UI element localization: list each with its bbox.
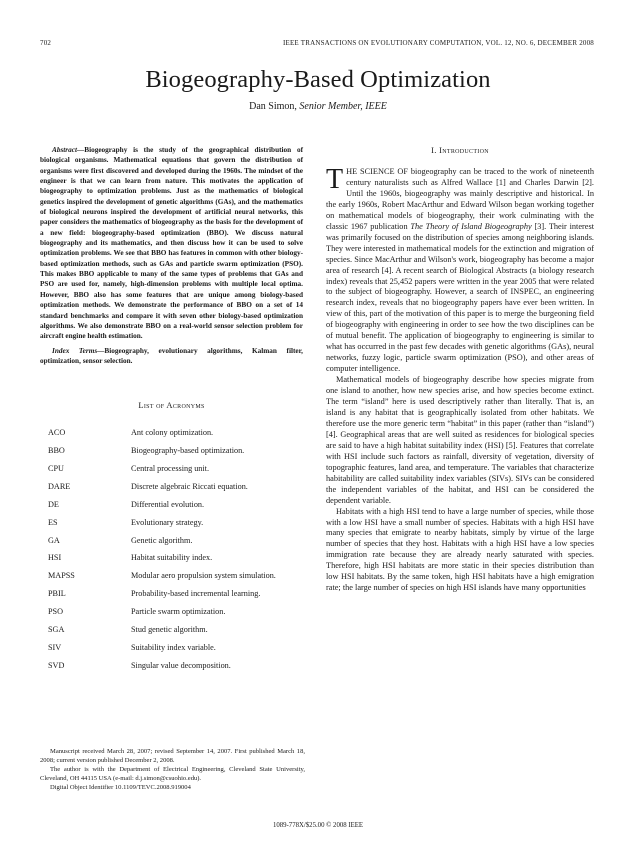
acronym-abbr: PSO bbox=[48, 607, 64, 617]
page-number: 702 bbox=[40, 39, 52, 47]
abstract bbox=[40, 145, 303, 342]
acronym-meaning: Particle swarm optimization. bbox=[131, 607, 226, 617]
acronym-row bbox=[40, 589, 303, 607]
acronym-row bbox=[40, 464, 303, 482]
acronym-row bbox=[40, 482, 303, 500]
acronym-abbr: DE bbox=[48, 499, 59, 509]
acronym-row bbox=[40, 571, 303, 589]
acronym-meaning: Probability-based incremental learning. bbox=[131, 589, 261, 599]
author-line bbox=[0, 101, 636, 112]
acronyms-table bbox=[40, 428, 303, 678]
index-terms-lead: Index Terms bbox=[52, 346, 98, 355]
section-number: I. bbox=[431, 145, 437, 155]
acronym-meaning: Habitat suitability index. bbox=[131, 553, 213, 563]
acronym-abbr: PBIL bbox=[48, 589, 66, 599]
acronym-meaning: Evolutionary strategy. bbox=[131, 517, 204, 527]
footnote-affiliation: The author is with the Department of Electrical Engineering, Cleveland State University, Cleveland, OH 44115 USA (e-mail: d.j.simon@csuohio.edu). bbox=[40, 766, 305, 782]
acronym-abbr: MAPSS bbox=[48, 571, 75, 581]
acronym-meaning: Discrete algebraic Riccati equation. bbox=[131, 481, 248, 491]
acronym-row bbox=[40, 428, 303, 446]
section-title: Introduction bbox=[439, 145, 489, 155]
acronym-row bbox=[40, 607, 303, 625]
acronym-row bbox=[40, 446, 303, 464]
author-name: Dan Simon, bbox=[249, 101, 297, 112]
acronym-abbr: SGA bbox=[48, 625, 65, 635]
index-terms bbox=[40, 346, 303, 367]
intro-paragraph-1 bbox=[326, 164, 594, 375]
acronym-abbr: SVD bbox=[48, 660, 65, 670]
acronyms-heading: List of Acronyms bbox=[138, 400, 205, 411]
acronym-row bbox=[40, 661, 303, 679]
acronym-meaning: Modular aero propulsion system simulation. bbox=[131, 571, 276, 581]
acronym-meaning: Differential evolution. bbox=[131, 499, 205, 509]
acronym-row bbox=[40, 500, 303, 518]
journal-running-head: IEEE TRANSACTIONS ON EVOLUTIONARY COMPUTATION, VOL. 12, NO. 6, DECEMBER 2008 bbox=[282, 39, 594, 47]
acronym-abbr: BBO bbox=[48, 446, 65, 456]
intro-p1-text: biogeography can be traced to the work of nineteenth century naturalists such as Alfred Wallace [1] and Charles Darwin [2]. Until the 1960s, biogeography was mainly descriptive and historical. In the early 1960s, Robert MacArthur and Edward Wilson began working together on mathematical models of biogeography, their work culminating with the classic 1967 publication bbox=[326, 167, 594, 231]
intro-p1-rest: [3]. Their interest was primarily focused on the distribution of species among neighboring islands. They were interested in mathematical models for the extinction and migration of species. Since MacArthur and Wilson's work, biogeography has become a major area of research [4]. A recent search of Biological Abstracts (a biology research index) reveals that 25,452 papers were written in the year 2005 that were related to the subject of biogeography. However, a search of INSPEC, an engineering research index, reveals that no biogeography papers have ever been written. In view of this, part of the motivation of this paper is to merge the burgeoning field of biogeography with engineering in order to see how the two disciplines can be of mutual benefit. The application of biogeography to engineering is similar to what has occurred in the past few decades with genetic algorithms (GAs), neural networks, fuzzy logic, particle swarm optimization (PSO), and other areas of computer intelligence. bbox=[326, 221, 594, 374]
intro-paragraph-2: Mathematical models of biogeography describe how species migrate from one island to another, how new species arise, and how species become extinct. The term “island” here is used descriptively rather than literally. That is, an island is any habitat that is geographically isolated from other habitats. We therefore use the more generic term “habitat” in this paper (rather than “island”) [4]. Geographical areas that are well suited as residences for biological species are said to have a high habitat suitability index (HSI) [5]. Features that correlate with HSI include such factors as rainfall, diversity of vegetation, diversity of topographic features, land area, and temperature. The variables that characterize habitability are called suitability index variables (SIVs). SIVs can be considered the independent variables of the habitat, and HSI can be considered the dependent variable. bbox=[326, 375, 594, 505]
acronym-abbr: CPU bbox=[48, 464, 64, 473]
acronym-meaning: Biogeography-based optimization. bbox=[131, 446, 245, 456]
paper-title: Biogeography-Based Optimization bbox=[145, 66, 491, 93]
acronym-abbr: ES bbox=[48, 517, 58, 527]
abstract-text: —Biogeography is the study of the geographical distribution of biological organisms. Mathematical equations that govern the distribution of organisms were first discovered and developed during the 1960s. The mindset of the engineer is that we can learn from nature. This motivates the application of biogeography to optimization problems. Just as the mathematics of biological genetics inspired the development of genetic algorithms (GAs), and the mathematics of biological neurons inspired the development of artificial neural networks, this paper considers the mathematics of biogeography as the basis for the development of a new field: biogeography-based optimization (BBO). We discuss natural biogeography and its mathematics, and then discuss how it can be used to solve optimization problems. We see that BBO has features in common with other biology-based optimization methods, such as GAs and particle swarm optimization (PSO). This makes BBO applicable to many of the same types of problems that GAs and PSO are used for, namely, high-dimension problems with multiple local optima. However, BBO also has some features that are unique among biology-based optimization methods. We demonstrate the performance of BBO on a set of 14 standard benchmarks and compare it with seven other biology-based optimization algorithms. We also demonstrate BBO on a real-world sensor selection problem for aircraft engine health estimation. bbox=[40, 146, 303, 341]
section-heading bbox=[326, 145, 594, 155]
acronym-meaning: Ant colony optimization. bbox=[131, 428, 214, 438]
index-terms-text: —Biogeography, evolutionary algorithms, Kalman filter, optimization, sensor selection. bbox=[40, 346, 303, 365]
acronym-abbr: DARE bbox=[48, 481, 71, 491]
acronym-meaning: Suitability index variable. bbox=[131, 642, 216, 652]
acronym-meaning: Stud genetic algorithm. bbox=[131, 625, 208, 635]
acronym-abbr: SIV bbox=[48, 642, 62, 652]
acronym-row bbox=[40, 553, 303, 571]
acronym-abbr: HSI bbox=[48, 553, 62, 563]
drop-cap: T bbox=[326, 164, 344, 195]
book-title: The Theory of Island Biogeography bbox=[410, 221, 532, 231]
acronym-meaning: Genetic algorithm. bbox=[131, 535, 193, 545]
left-column bbox=[40, 145, 303, 679]
abstract-lead: Abstract bbox=[52, 146, 77, 154]
acronym-abbr: ACO bbox=[48, 428, 66, 438]
copyright-footer: 1089-778X/$25.00 © 2008 IEEE bbox=[272, 822, 364, 829]
acronym-row bbox=[40, 536, 303, 554]
right-column bbox=[326, 145, 594, 594]
acronym-meaning: Central processing unit. bbox=[131, 464, 209, 473]
intro-first-words: HE SCIENCE OF bbox=[346, 167, 409, 176]
acronym-row bbox=[40, 625, 303, 643]
acronym-row bbox=[40, 518, 303, 536]
footnote-doi: Digital Object Identifier 10.1109/TEVC.2008.919004 bbox=[50, 784, 191, 791]
acronym-meaning: Singular value decomposition. bbox=[131, 660, 231, 670]
author-role: Senior Member, IEEE bbox=[299, 101, 387, 112]
intro-paragraph-3: Habitats with a high HSI tend to have a large number of species, while those with a low HSI have a small number of species. Habitats with a high HSI have many species that emigrate to nearby habitats, simply by virtue of the large number of species that they host. Habitats with a high HSI have a low species immigration rate because they are already nearly saturated with species. Therefore, high HSI habitats are more static in their species distribution than low HSI habitats. By the same token, high HSI habitats have a high emigration rate; the large number of species on high HSI islands have many opportunities bbox=[326, 506, 594, 593]
acronym-row bbox=[40, 643, 303, 661]
footnote-received: Manuscript received March 28, 2007; revised September 14, 2007. First published March 18, 2008; current version published December 2, 2008. bbox=[40, 748, 305, 764]
footnote bbox=[40, 747, 305, 792]
acronym-abbr: GA bbox=[48, 535, 60, 545]
